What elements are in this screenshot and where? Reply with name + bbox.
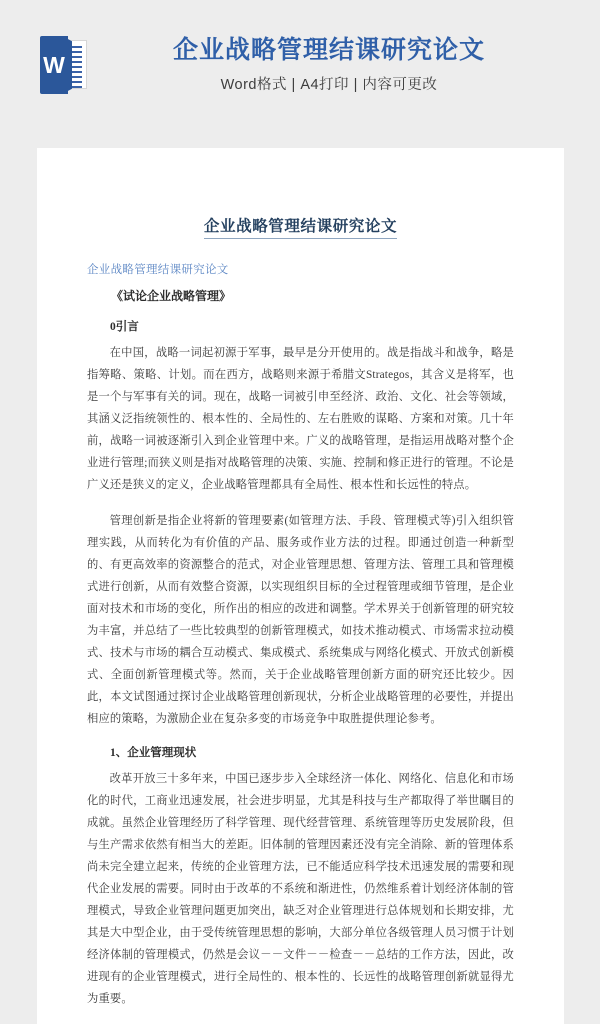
document-page: [37, 148, 564, 1024]
page-banner: [0, 0, 600, 148]
document-title-container: [87, 214, 514, 239]
word-letter-w: W: [40, 36, 68, 94]
body-paragraph: 改革开放三十多年来，中国已逐步步入全球经济一体化、网络化、信息化和市场化的时代，工商业迅速发展，社会进步明显，尤其是科技与生产都取得了举世瞩目的成就。虽然企业管理经历了科学管理、现代经营管理、系统管理等历史发展阶段，但与生产需求依然有相当大的差距。旧体制的管理因素还没有完全消除、新的管理体系尚未完全建立起来，传统的企业管理方法，已不能适应科学技术迅速发展的需要和现代企业发展的需要。同时由于改革的不系统和渐进性，仍然维系着计划经济体制的管理模式，导致企业管理问题更加突出，缺乏对企业管理进行总体规划和长期安排，尤其是大中型企业，由于受传统管理思想的影响，大部分单位各级管理人员习惯于计划经济体制的管理模式，仍然是会议－－文件－－检查－－总结的工作方法，因此，改进现有的企业管理模式，进行全局性的、根本性的、长远性的战略管理创新就显得尤为重要。: [87, 773, 514, 1006]
banner-title: 企业战略管理结课研究论文: [172, 36, 485, 65]
document-heading: 《试论企业战略管理》: [111, 289, 232, 303]
word-document-icon: [36, 36, 92, 94]
document-subtitle: 企业战略管理结课研究论文: [87, 264, 229, 276]
section-heading-intro: 0引言: [110, 321, 139, 333]
banner-subtitle: Word格式 | A4打印 | 内容可更改: [220, 76, 438, 93]
body-paragraph: 在中国，战略一词起初源于军事，最早是分开使用的。战是指战斗和战争，略是指筹略、策略、计划。而在西方，战略则来源于希腊文Strategos，其含义是将军，也是一个与军事有关的词。现在，战略一词被引申至经济、政治、文化、社会等领域，其涵义泛指统领性的、根本性的、全局性的、左右胜败的谋略、方案和对策。几十年前，战略一词被逐渐引入到企业管理中来。广义的战略管理，是指运用战略对整个企业进行管理;而狭义则是指对战略管理的决策、实施、控制和修正进行的管理。不论是广义还是狭义的定义，企业战略管理都具有全局性、根本性和长远性的特点。: [87, 347, 514, 492]
banner-text-block: [98, 36, 600, 94]
page-title: 企业战略管理结课研究论文: [204, 214, 397, 239]
banner-content: [0, 0, 600, 94]
section-heading-1: 1、企业管理现状: [110, 747, 197, 760]
body-paragraph: 管理创新是指企业将新的管理要素(如管理方法、手段、管理模式等)引入组织管理实践，从而转化为有价值的产品、服务或作业方法的过程。即通过创造一种新型的、有更高效率的资源整合的范式，对企业管理思想、管理方法、管理工具和管理模式进行创新，从而有效整合资源，以实现组织目标的全过程管理或细节管理，是企业面对技术和市场的变化，所作出的相应的改进和调整。学术界关于创新管理的研究较为丰富，并总结了一些比较典型的创新管理模式，如技术推动模式、市场需求拉动模式、技术与市场的耦合互动模式、集成模式、系统集成与网络化模式、开放式创新模式、全面创新管理模式等。然而，关于企业战略管理创新方面的研究还比较少。因此，本文试图通过探讨企业战略管理创新现状，分析企业战略管理的必要性，并提出相应的策略，为激励企业在复杂多变的市场竞争中取胜提供理论参考。: [87, 515, 514, 726]
